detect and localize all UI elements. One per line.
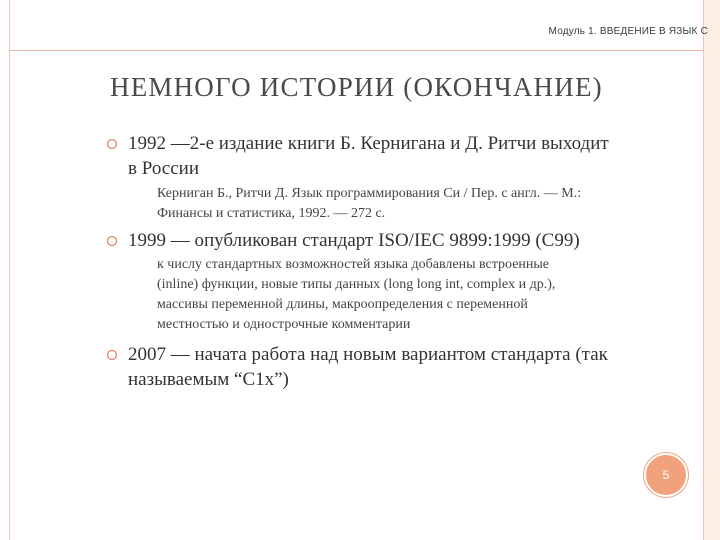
sub-item-1992	[157, 184, 702, 224]
slide-title: НЕМНОГО ИСТОРИИ (ОКОНЧАНИЕ)	[110, 72, 603, 102]
bullet-item-1992	[128, 131, 708, 181]
module-header: Модуль 1. ВВЕДЕНИЕ В ЯЗЫК С	[548, 26, 708, 37]
bullet-item-1999	[128, 228, 708, 253]
sub-line: Финансы и статистика, 1992. — 272 с.	[157, 206, 386, 221]
bullet-icon	[106, 235, 118, 247]
frame-accent	[704, 0, 720, 540]
sub-line: (inline) функции, новые типы данных (long long int, complex и др.),	[157, 277, 556, 292]
sub-line: местностью и однострочные комментарии	[157, 317, 411, 332]
bullet-icon	[106, 349, 118, 361]
bullet-line: 2007 — начата работа над новым вариантом стандарта (так	[128, 344, 608, 365]
bullet-icon	[106, 138, 118, 150]
bullet-line: в России	[128, 158, 199, 179]
sub-line: Керниган Б., Ритчи Д. Язык программирования Си / Пер. с англ. — М.:	[157, 186, 582, 201]
sub-item-1999	[157, 255, 702, 335]
bullet-line: называемым “C1x”)	[128, 369, 289, 390]
header-rule	[9, 50, 704, 51]
sub-line: массивы переменной длины, макроопределения с переменной	[157, 297, 528, 312]
sub-line: к числу стандартных возможностей языка добавлены встроенные	[157, 257, 550, 272]
bullet-item-2007	[128, 342, 708, 392]
bullet-line: 1992 —2-е издание книги Б. Кернигана и Д. Ритчи выходит	[128, 133, 609, 154]
page-number: 5	[644, 453, 688, 497]
bullet-line: 1999 — опубликован стандарт ISO/IEC 9899:1999 (C99)	[128, 230, 580, 251]
